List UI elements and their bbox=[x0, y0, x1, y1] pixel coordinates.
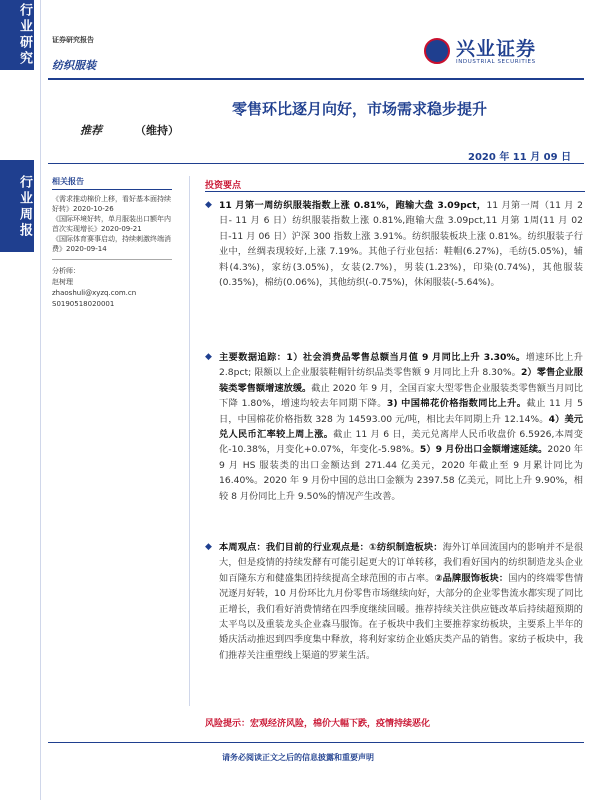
bullet-icon: ◆ bbox=[205, 352, 212, 362]
related-report-link[interactable]: 《国际体育赛事启动，持续刺激终端消费》2020-09-14 bbox=[52, 235, 171, 253]
bullet-icon: ◆ bbox=[205, 542, 212, 552]
logo-name: 兴业证券 bbox=[456, 38, 537, 60]
analyst-email[interactable]: zhaoshuli@xyzq.com.cn bbox=[52, 289, 137, 297]
summary-title: 投资要点 bbox=[205, 181, 242, 191]
industry-name: 纺织服装 bbox=[52, 59, 96, 72]
related-report-link[interactable]: 《需求推动棉价上移，看好基本面持续好转》2020-10-26 bbox=[52, 195, 171, 213]
paragraph-body: 截止 11 月 5 日，中国棉花价格指数 328 为 14593.00 元/吨，相比去年同期上升 12.14%。 bbox=[219, 398, 583, 425]
paragraph-lead: 11 月第一周纺织服装指数上涨 0.81%，跑输大盘 3.09pct， bbox=[219, 200, 487, 211]
paragraph-body: 国内的终端零售情况逐月好转，10 月份环比九月份零售市场继续向好，大部分的企业零售流水都实现了同比正增长，我们看好消费情绪在四季度继续回暖。推荐持续关注供应链改革后持续超预期的太平鸟以及重装龙头企业森马服饰。在子板块中我们主要推荐家纺板块，主要系上半年的婚庆活动推迟到四季度集中释放，将利好家纺企业婚庆类产品的销售。家纺子板块中，我们推荐关注重塑线上渠道的罗莱生活。 bbox=[219, 572, 584, 661]
paragraph-body: 2020 年 9 月 HS 服装类的出口金额达到 271.44 亿美元，2020 年截止至 9 月累计同比为 16.40%。2020 年 9 月份中国的总出口金额为 2397.58 亿美元，同比上升 9.90%，相较 8 月份同比上升 9.50%的情况产生改善。 bbox=[219, 444, 583, 502]
logo-english: INDUSTRIAL SECURITIES bbox=[456, 59, 536, 65]
column-divider bbox=[189, 176, 190, 706]
footer-disclaimer: 请务必阅读正文之后的信息披露和重要声明 bbox=[222, 753, 374, 762]
analyst-name: 赵树理 bbox=[52, 278, 73, 286]
report-date: 2020 年 11 月 09 日 bbox=[468, 152, 572, 163]
paragraph-body: 截止 2020 年 9 月，全国百家大型零售企业服装类零售额当月同比下降 1.80%，增速均较去年同期下降。 bbox=[219, 382, 583, 410]
paragraph-lead: 2）零售企业服装类零售额增速放缓。 bbox=[219, 367, 583, 394]
rating-label: 推荐 bbox=[80, 124, 102, 137]
analyst-divider bbox=[52, 259, 172, 260]
summary-paragraph-2 bbox=[205, 350, 583, 504]
paragraph-lead: 5）9 月份出口金额增速延续。 bbox=[419, 444, 548, 456]
paragraph-lead: 4）美元兑人民币汇率较上周上涨。 bbox=[219, 413, 583, 441]
header-divider bbox=[48, 78, 584, 80]
company-logo bbox=[424, 32, 584, 72]
paragraph-lead: 本周观点：我们目前的行业观点是：①纺织制造板块： bbox=[219, 542, 443, 553]
related-report-link[interactable]: 《国际环境好转，单月服装出口额年内首次实现增长》2020-09-21 bbox=[52, 215, 171, 233]
left-column bbox=[52, 176, 177, 310]
sidebar-divider bbox=[40, 0, 41, 800]
rating-status: （维持） bbox=[135, 124, 179, 137]
report-type: 证券研究报告 bbox=[52, 36, 94, 44]
report-title: 零售环比逐月向好，市场需求稳步提升 bbox=[232, 100, 488, 118]
summary-paragraph-1 bbox=[205, 198, 583, 290]
bullet-icon: ◆ bbox=[205, 200, 212, 210]
sidebar-mid-label: 行业周报 bbox=[17, 175, 32, 239]
sidebar-top-label: 行业研究 bbox=[17, 3, 32, 67]
related-reports-title: 相关报告 bbox=[52, 177, 84, 186]
footer-divider bbox=[48, 742, 584, 743]
paragraph-lead: ②品牌服饰板块： bbox=[434, 572, 509, 584]
summary-paragraph-3 bbox=[205, 540, 583, 663]
paragraph-lead: 3) 中国棉花价格指数同比上升。 bbox=[386, 398, 527, 410]
paragraph-body: 11 月第一周（11 月 2 日- 11 月 6 日）纺织服装指数上涨 0.81%,跑输大盘 3.09pct,11 月第 1周(11 月 02 日-11 月 06 日）沪深 300 指数上涨 3.91%。纺织服装板块上涨 0.81%。纺织服装子行业中，丝绸表现较好,上涨 7.19%。其他子行业包括：鞋帽(6.27%)，毛纺(5.05%)，辅料(4.3%)，家纺(3.05%)，女装(2.7%)，男装(1.23%)，印染(0.74%)，其他服装(0.35%)，棉纺(0.06%)，其他纺织(-0.75%)，休闲服装(-5.64%)。 bbox=[219, 200, 583, 289]
paragraph-body: 截止 11 月 6 日，美元兑离岸人民币收盘价 6.5926,本周变化-10.38%，月变化+0.07%，年变化-5.98%。 bbox=[219, 429, 583, 456]
paragraph-body: 海外订单回流国内的影响并不是很大，但是疫情的持续发酵有可能引起更大的订单转移，我们看好国内的纺织制造龙头企业如百隆东方和健盛集团持续提高全球范围的市占率。 bbox=[219, 542, 584, 584]
analyst-label: 分析师： bbox=[52, 267, 80, 275]
summary-divider bbox=[205, 191, 585, 192]
date-divider bbox=[48, 163, 584, 164]
logo-emblem-icon bbox=[424, 38, 450, 64]
analyst-license: S0190518020001 bbox=[52, 300, 115, 308]
paragraph-body: 增速环比上升 2.8pct; 限额以上企业服装鞋帽针纺织品类零售额 9 月同比上升 8.30%。 bbox=[219, 352, 583, 379]
sidebar bbox=[0, 0, 42, 800]
related-divider bbox=[52, 189, 172, 190]
risk-warning: 风险提示：宏观经济风险，棉价大幅下跌，疫情持续恶化 bbox=[205, 719, 431, 729]
paragraph-lead: 主要数据追踪：1）社会消费品零售总额当月值 9 月同比上升 3.30%。 bbox=[219, 352, 526, 363]
